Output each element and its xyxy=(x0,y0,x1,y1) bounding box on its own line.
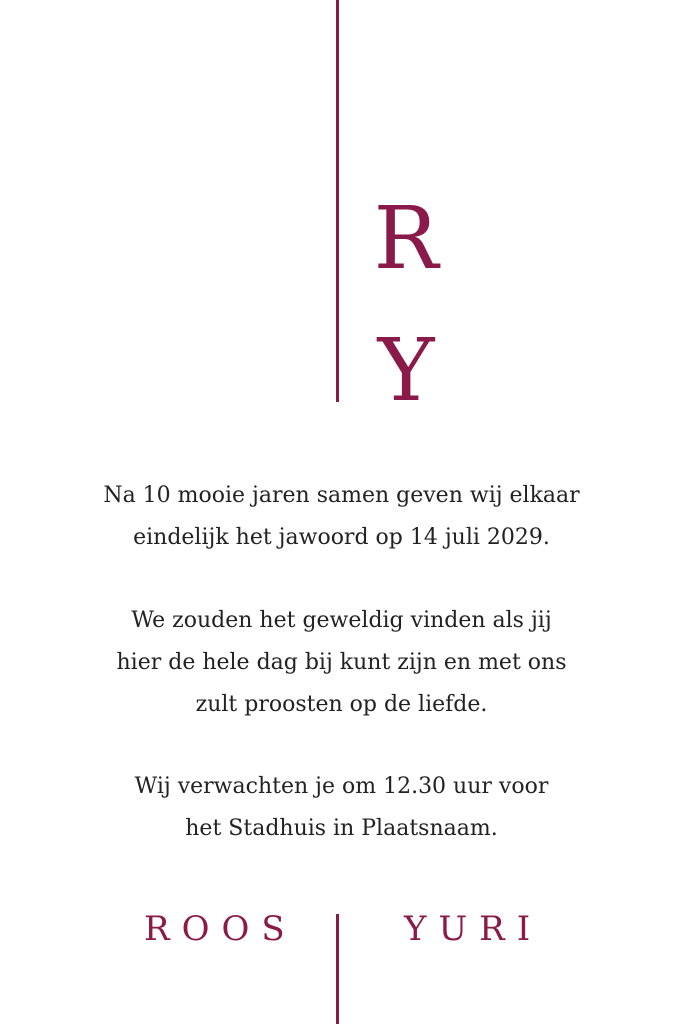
partner-name-left: ROOS xyxy=(144,909,297,949)
invite-line: hier de hele dag bij kunt zijn en met ons xyxy=(116,650,567,675)
bottom-divider-line xyxy=(336,914,339,1024)
announcement-line: eindelijk het jawoord op 14 juli 2029. xyxy=(133,525,550,550)
invitation-paragraph-details xyxy=(60,766,623,850)
monogram-second-initial: Y xyxy=(377,321,435,421)
details-line: Wij verwachten je om 12.30 uur voor xyxy=(134,774,549,799)
details-line: het Stadhuis in Plaatsnaam. xyxy=(185,816,498,841)
invite-line: zult proosten op de liefde. xyxy=(195,692,488,717)
invitation-paragraph-announcement xyxy=(60,475,623,559)
invitation-paragraph-invite xyxy=(60,600,623,726)
partner-name-right: YURI xyxy=(404,909,543,949)
invite-line: We zouden het geweldig vinden als jij xyxy=(131,608,552,633)
top-divider-line xyxy=(336,0,339,402)
monogram-first-initial: R xyxy=(373,189,439,289)
announcement-line: Na 10 mooie jaren samen geven wij elkaar xyxy=(103,483,580,508)
